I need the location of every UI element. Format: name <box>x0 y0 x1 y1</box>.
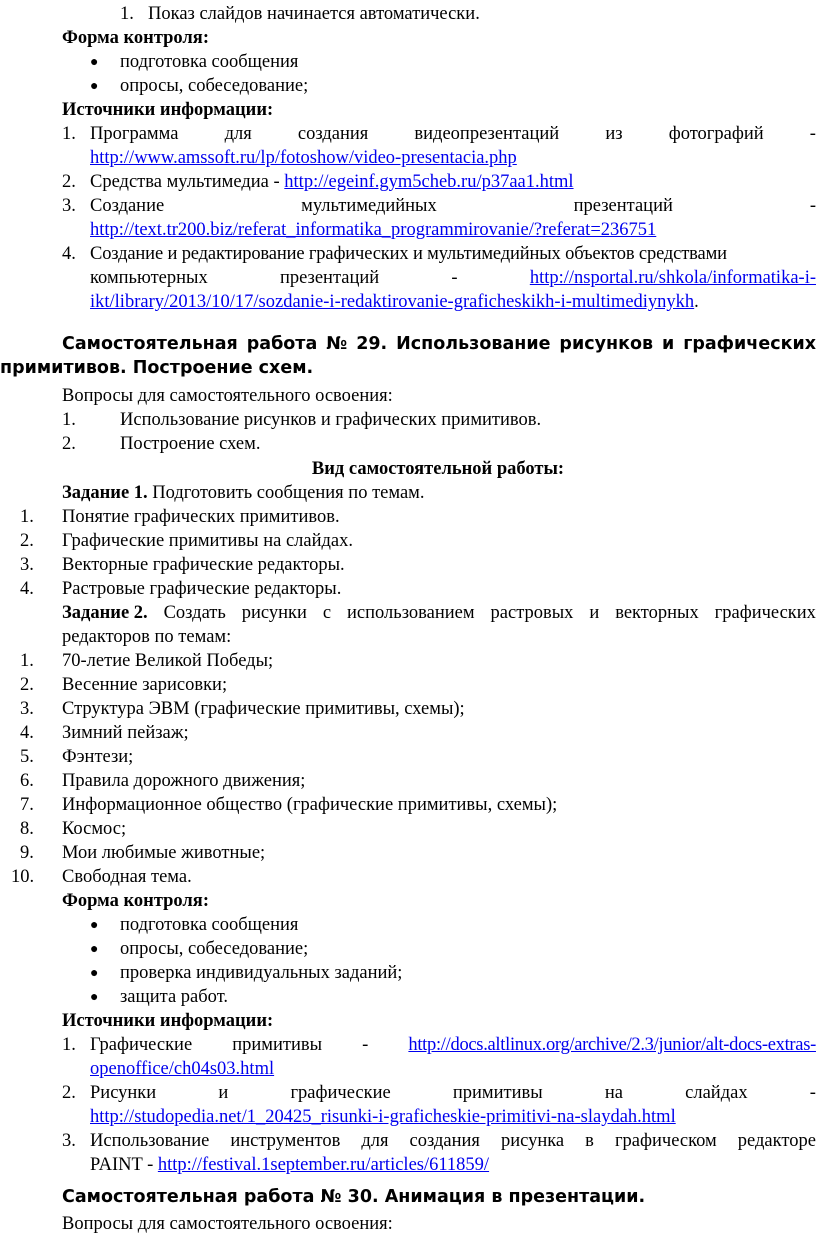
list-item: Построение схем. <box>120 434 261 454</box>
bullet-icon: ● <box>90 918 99 933</box>
source-item-text: Программа для создания видеопрезентаций из фотографий - <box>90 124 816 144</box>
section-title: Самостоятельная работа № 29. Использование рисунков и графических <box>62 334 816 354</box>
source-link[interactable]: http://nsportal.ru/shkola/informatika-i- <box>529 268 816 288</box>
task-heading: Задание 2. Создать рисунки с использованием растровых и векторных графических <box>62 603 816 623</box>
list-item: Правила дорожного движения; <box>62 771 306 791</box>
list-item: Использование рисунков и графических примитивов. <box>120 410 542 430</box>
source-item-text: PAINT - http://festival.1september.ru/articles/611859/ <box>90 1155 490 1175</box>
source-item-text: Рисунки и графические примитивы на слайдах - <box>90 1083 816 1103</box>
list-item: Космос; <box>62 819 127 839</box>
list-number: 4. <box>62 244 76 264</box>
source-link[interactable]: http://festival.1september.ru/articles/611859/ <box>157 1155 490 1175</box>
list-number: 1. <box>62 124 76 144</box>
section-heading: Источники информации: <box>62 1011 274 1031</box>
list-number: 2. <box>20 675 34 695</box>
list-number: 6. <box>20 771 34 791</box>
questions-heading: Вопросы для самостоятельного освоения: <box>62 1214 393 1234</box>
source-link[interactable]: http://studopedia.net/1_20425_risunki-i-graficheskie-primitivi-na-slaydah.html <box>90 1107 676 1127</box>
source-link[interactable]: http://docs.altlinux.org/archive/2.3/junior/alt-docs-extras- <box>408 1035 816 1055</box>
section-title: Самостоятельная работа № 30. Анимация в презентации. <box>62 1187 646 1207</box>
list-number: 4. <box>20 723 34 743</box>
list-number: 1. <box>20 507 34 527</box>
section-heading: Форма контроля: <box>62 28 209 48</box>
list-number: 10. <box>11 867 35 887</box>
list-number: 3. <box>62 1131 76 1151</box>
list-number: 1. <box>62 410 76 430</box>
section-heading: Источники информации: <box>62 100 274 120</box>
list-number: 9. <box>20 843 34 863</box>
questions-heading: Вопросы для самостоятельного освоения: <box>62 386 393 406</box>
list-item: Весенние зарисовки; <box>62 675 228 695</box>
list-number: 2. <box>62 172 76 192</box>
list-number: 2. <box>20 531 34 551</box>
list-item: Мои любимые животные; <box>62 843 266 863</box>
list-item: подготовка сообщения <box>120 52 299 72</box>
source-item-text: Средства мультимедиа - http://egeinf.gym5cheb.ru/p37aa1.html <box>90 172 574 192</box>
list-item: Зимний пейзаж; <box>62 723 189 743</box>
list-number: 5. <box>20 747 34 767</box>
list-number: 3. <box>62 196 76 216</box>
list-item: Понятие графических примитивов. <box>62 507 340 527</box>
source-item-text: ikt/library/2013/10/17/sozdanie-i-redaktirovanie-graficheskikh-i-multimediynykh. <box>90 292 699 312</box>
source-item-text: компьютерных презентаций - http://nsportal.ru/shkola/informatika-i- <box>90 268 816 288</box>
section-title: примитивов. Построение схем. <box>0 358 314 378</box>
task-heading: Задание 1. Подготовить сообщения по темам. <box>62 483 425 503</box>
bullet-icon: ● <box>90 55 99 70</box>
list-item: опросы, собеседование; <box>120 939 309 959</box>
list-number: 8. <box>20 819 34 839</box>
list-item: Графические примитивы на слайдах. <box>62 531 354 551</box>
list-item: Показ слайдов начинается автоматически. <box>148 4 480 24</box>
task-text: редакторов по темам: <box>62 627 232 647</box>
list-item: Свободная тема. <box>62 867 192 887</box>
bullet-icon: ● <box>90 966 99 981</box>
source-link[interactable]: http://text.tr200.biz/referat_informatika_programmirovanie/?referat=236751 <box>90 220 657 240</box>
work-kind-heading: Вид самостоятельной работы: <box>311 459 565 479</box>
list-number: 1. <box>62 1035 76 1055</box>
list-number: 2. <box>62 434 76 454</box>
list-number: 4. <box>20 579 34 599</box>
list-item: опросы, собеседование; <box>120 76 309 96</box>
list-item: подготовка сообщения <box>120 915 299 935</box>
list-number: 1. <box>20 651 34 671</box>
list-item: Векторные графические редакторы. <box>62 555 345 575</box>
list-item: 70-летие Великой Победы; <box>62 651 274 671</box>
section-heading: Форма контроля: <box>62 891 209 911</box>
source-item-text: Создание мультимедийных презентаций - <box>90 196 816 216</box>
source-item-text: Создание и редактирование графических и мультимедийных объектов средствами <box>90 244 727 264</box>
bullet-icon: ● <box>90 942 99 957</box>
list-item: проверка индивидуальных заданий; <box>120 963 403 983</box>
source-item-text: Использование инструментов для создания рисунка в графическом редакторе <box>90 1131 816 1151</box>
source-link[interactable]: ikt/library/2013/10/17/sozdanie-i-redaktirovanie-graficheskikh-i-multimediynykh <box>90 292 695 312</box>
bullet-icon: ● <box>90 79 99 94</box>
list-item: Фэнтези; <box>62 747 134 767</box>
source-link[interactable]: http://www.amssoft.ru/lp/fotoshow/video-presentacia.php <box>90 148 517 168</box>
list-number: 3. <box>20 699 34 719</box>
list-number: 7. <box>20 795 34 815</box>
list-number: 3. <box>20 555 34 575</box>
source-link[interactable]: http://egeinf.gym5cheb.ru/p37aa1.html <box>284 172 574 192</box>
list-number: 1. <box>120 4 134 24</box>
list-item: Информационное общество (графические примитивы, схемы); <box>62 795 558 815</box>
source-link[interactable]: openoffice/ch04s03.html <box>90 1059 275 1079</box>
list-item: защита работ. <box>120 987 229 1007</box>
source-item-text: Графические примитивы - http://docs.altlinux.org/archive/2.3/junior/alt-docs-extras- <box>90 1035 816 1055</box>
bullet-icon: ● <box>90 990 99 1005</box>
list-item: Растровые графические редакторы. <box>62 579 342 599</box>
list-item: Структура ЭВМ (графические примитивы, схемы); <box>62 699 465 719</box>
list-number: 2. <box>62 1083 76 1103</box>
